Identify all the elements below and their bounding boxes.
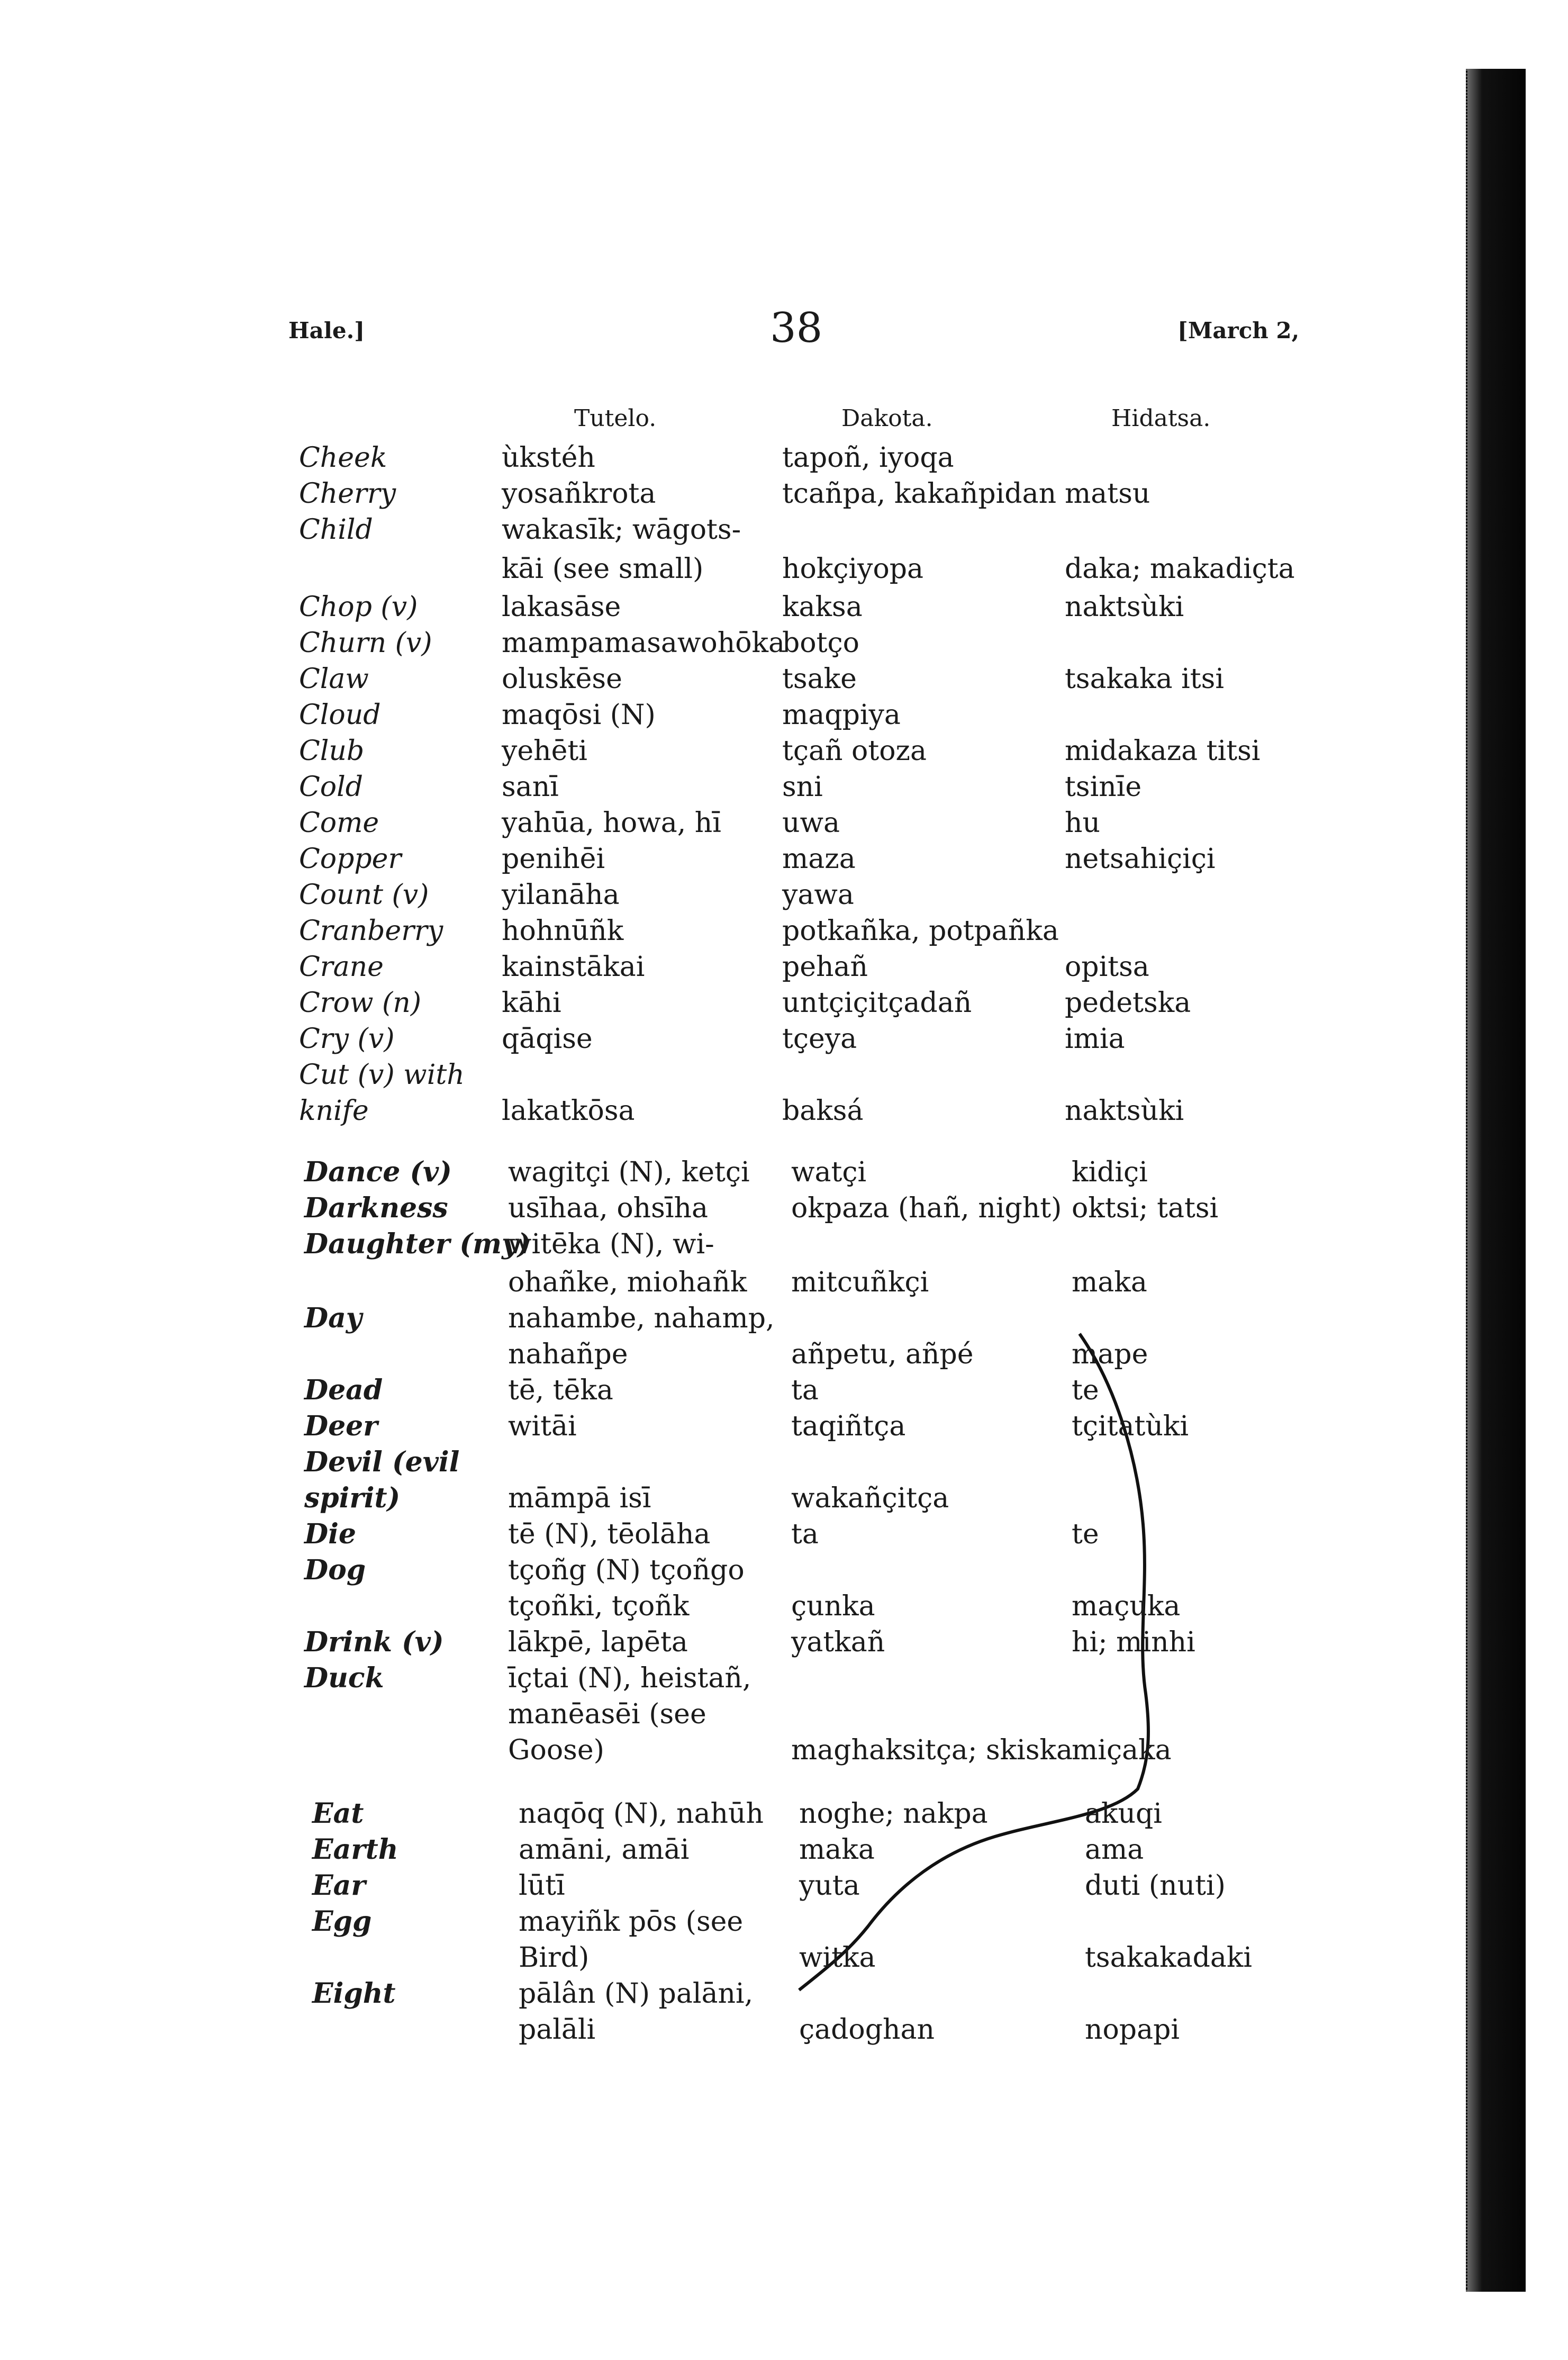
vocab-row: [0, 1831, 1482, 1868]
tutelo-word: sanī: [502, 771, 559, 803]
english-word: Dead: [304, 1374, 383, 1406]
hidatsa-word: kidiçi: [1072, 1156, 1148, 1188]
hidatsa-word: ama: [1085, 1834, 1144, 1866]
tutelo-word: lakasāse: [502, 591, 621, 623]
vocab-row: [0, 840, 1482, 878]
running-header-date: [March 2,: [1177, 318, 1300, 343]
dakota-word: sni: [782, 771, 823, 803]
tutelo-word: kāhi: [502, 987, 561, 1019]
tutelo-word: lakatkōsa: [502, 1095, 635, 1127]
vocab-row: [0, 948, 1482, 985]
dakota-word: maghaksitça; skiska: [791, 1734, 1073, 1766]
vocab-row: [0, 589, 1482, 626]
hidatsa-word: akuqi: [1085, 1798, 1162, 1830]
dakota-word: çunka: [791, 1590, 875, 1622]
vocab-row: [0, 804, 1482, 842]
english-word: spirit): [304, 1482, 401, 1514]
vocab-row: [0, 912, 1482, 950]
tutelo-word: kāi (see small): [502, 553, 704, 585]
english-word: Cheek: [299, 442, 387, 474]
english-word: Crow (n): [299, 987, 422, 1019]
english-word: Dance (v): [304, 1156, 452, 1188]
vocab-row: [0, 1408, 1482, 1445]
dakota-word: hokçiyopa: [782, 553, 924, 585]
tutelo-word: pālân (N) palāni,: [519, 1978, 754, 2010]
vocab-row: [0, 625, 1482, 662]
dakota-word: tcañpa, kakañpidan: [782, 478, 1057, 510]
vocab-row: [0, 1975, 1482, 2012]
dakota-word: ta: [791, 1518, 819, 1550]
tutelo-word: amāni, amāi: [519, 1834, 690, 1866]
column-header-tutelo: Tutelo.: [574, 405, 657, 432]
dakota-word: witka: [799, 1942, 876, 1974]
vocab-row: [0, 1444, 1482, 1481]
english-word: Drink (v): [304, 1626, 444, 1658]
vocab-row: [0, 1372, 1482, 1409]
dakota-word: noghe; nakpa: [799, 1798, 988, 1830]
hidatsa-word: te: [1072, 1518, 1099, 1550]
english-word: Day: [304, 1302, 362, 1334]
hidatsa-word: hu: [1065, 807, 1100, 839]
vocab-row: [0, 1516, 1482, 1553]
english-word: Ear: [312, 1869, 366, 1902]
vocab-row: [0, 1588, 1482, 1625]
hidatsa-word: opitsa: [1065, 951, 1149, 983]
tutelo-word: tçoñg (N) tçoñgo: [508, 1554, 745, 1586]
english-word: Cherry: [299, 478, 396, 510]
dakota-word: taqiñtça: [791, 1410, 906, 1442]
english-word: Cold: [299, 771, 364, 803]
vocab-row: [0, 1480, 1482, 1517]
vocab-row: [0, 1696, 1482, 1733]
tutelo-word: wakasīk; wāgots-: [502, 514, 741, 546]
dakota-word: botço: [782, 627, 859, 659]
tutelo-word: hohnūñk: [502, 915, 624, 947]
dakota-word: tçeya: [782, 1023, 857, 1055]
tutelo-word: maqōsi (N): [502, 699, 656, 731]
vocab-row: [0, 1552, 1482, 1589]
tutelo-word: mayiñk pōs (see: [519, 1906, 744, 1938]
english-word: Count (v): [299, 879, 429, 911]
vocab-row: [0, 661, 1482, 698]
tutelo-word: yilanāha: [502, 879, 620, 911]
tutelo-word: usīhaa, ohsīha: [508, 1192, 708, 1224]
dakota-word: watçi: [791, 1156, 867, 1188]
tutelo-word: yahūa, howa, hī: [502, 807, 721, 839]
vocab-row: [0, 1092, 1482, 1129]
tutelo-word: manēasēi (see: [508, 1698, 706, 1730]
hidatsa-word: nopapi: [1085, 2014, 1180, 2046]
vocab-row: [0, 1903, 1482, 1940]
tutelo-word: yosañkrota: [502, 478, 656, 510]
vocab-row: [0, 2011, 1482, 2048]
hidatsa-word: hi; minhi: [1072, 1626, 1195, 1658]
hidatsa-word: naktsùki: [1065, 591, 1184, 623]
tutelo-word: witāi: [508, 1410, 577, 1442]
dakota-word: kaksa: [782, 591, 863, 623]
hidatsa-word: daka; makadiçta: [1065, 553, 1295, 585]
hidatsa-word: miçaka: [1072, 1734, 1172, 1766]
english-word: Claw: [299, 663, 369, 695]
dakota-word: wakañçitça: [791, 1482, 949, 1514]
vocab-row: [0, 697, 1482, 734]
tutelo-word: penihēi: [502, 843, 605, 875]
dakota-word: yatkañ: [791, 1626, 885, 1658]
tutelo-word: palāli: [519, 2014, 596, 2046]
page-number: 38: [770, 304, 823, 352]
tutelo-word: māmpā isī: [508, 1482, 651, 1514]
dakota-word: mitcuñkçi: [791, 1267, 929, 1298]
dakota-word: çadoghan: [799, 2014, 935, 2046]
tutelo-word: tçoñki, tçoñk: [508, 1590, 690, 1622]
hidatsa-word: imia: [1065, 1023, 1125, 1055]
column-header-dakota: Dakota.: [841, 405, 933, 432]
tutelo-word: oluskēse: [502, 663, 622, 695]
vocab-row: [0, 876, 1482, 914]
english-word: Die: [304, 1518, 356, 1550]
hidatsa-word: midakaza titsi: [1065, 735, 1261, 767]
hidatsa-word: netsahiçiçi: [1065, 843, 1216, 875]
dakota-word: tapoñ, iyoqa: [782, 442, 954, 474]
tutelo-word: ohañke, miohañk: [508, 1267, 747, 1298]
tutelo-word: lākpē, lapēta: [508, 1626, 688, 1658]
tutelo-word: kainstākai: [502, 951, 645, 983]
hidatsa-word: matsu: [1065, 478, 1150, 510]
vocab-row: [0, 1732, 1482, 1769]
tutelo-word: yehēti: [502, 735, 587, 767]
hidatsa-word: mape: [1072, 1339, 1148, 1370]
tutelo-word: ùkstéh: [502, 442, 595, 474]
dakota-word: yuta: [799, 1870, 860, 1902]
english-word: Dog: [304, 1554, 366, 1586]
dakota-word: okpaza (hañ, night): [791, 1192, 1062, 1224]
vocab-row: [0, 1300, 1482, 1337]
vocab-row: [0, 1660, 1482, 1697]
tutelo-word: naqōq (N), nahūh: [519, 1798, 764, 1830]
tutelo-word: witēka (N), wi-: [508, 1228, 714, 1260]
english-word: Eat: [312, 1797, 364, 1830]
hidatsa-word: tsakaka itsi: [1065, 663, 1224, 695]
english-word: Come: [299, 807, 379, 839]
vocab-row: [0, 1154, 1482, 1191]
hidatsa-word: duti (nuti): [1085, 1870, 1226, 1902]
tutelo-word: tē (N), tēolāha: [508, 1518, 711, 1550]
english-word: Club: [299, 735, 365, 767]
english-word: Egg: [312, 1905, 372, 1938]
hidatsa-word: tsinīe: [1065, 771, 1142, 803]
hidatsa-word: tçitatùki: [1072, 1410, 1189, 1442]
dakota-word: añpetu, añpé: [791, 1339, 974, 1370]
english-word: Churn (v): [299, 627, 432, 659]
tutelo-word: nahambe, nahamp,: [508, 1303, 775, 1334]
dakota-word: maza: [782, 843, 856, 875]
dakota-word: tsake: [782, 663, 857, 695]
dakota-word: tçañ otoza: [782, 735, 927, 767]
vocab-row: [0, 768, 1482, 806]
vocab-row: [0, 733, 1482, 770]
vocab-row: [0, 1624, 1482, 1661]
vocab-row: [0, 1795, 1482, 1832]
vocab-row: [0, 984, 1482, 1021]
running-header-author: Hale.]: [288, 318, 365, 343]
vocab-row: [0, 1867, 1482, 1904]
dakota-word: maqpiya: [782, 699, 901, 731]
vocab-row: [0, 439, 1482, 476]
english-word: Copper: [299, 843, 402, 875]
english-word: Child: [299, 514, 373, 546]
dakota-word: yawa: [782, 879, 854, 911]
hidatsa-word: te: [1072, 1375, 1099, 1406]
hidatsa-word: naktsùki: [1065, 1095, 1184, 1127]
column-header-hidatsa: Hidatsa.: [1111, 405, 1211, 432]
tutelo-word: qāqise: [502, 1023, 593, 1055]
tutelo-word: Bird): [519, 1942, 590, 1974]
english-word: Daughter (my): [304, 1228, 531, 1260]
english-word: Eight: [312, 1977, 396, 2010]
english-word: Deer: [304, 1410, 378, 1442]
dakota-word: baksá: [782, 1095, 864, 1127]
english-word: Crane: [299, 951, 384, 983]
tutelo-word: nahañpe: [508, 1339, 628, 1370]
vocab-row: [0, 1336, 1482, 1373]
english-word: knife: [299, 1095, 369, 1127]
vocab-row: [0, 1020, 1482, 1057]
dakota-word: maka: [799, 1834, 875, 1866]
tutelo-word: Goose): [508, 1734, 604, 1766]
tutelo-word: lūtī: [519, 1870, 565, 1902]
hidatsa-word: tsakakadaki: [1085, 1942, 1253, 1974]
tutelo-word: mampamasawohōka: [502, 627, 785, 659]
vocab-row: [0, 1226, 1482, 1263]
hidatsa-word: maka: [1072, 1267, 1147, 1298]
vocab-row: [0, 550, 1482, 587]
english-word: Chop (v): [299, 591, 418, 623]
english-word: Duck: [304, 1662, 384, 1694]
english-word: Earth: [312, 1833, 398, 1866]
hidatsa-word: maçuka: [1072, 1590, 1181, 1622]
vocab-row: [0, 1056, 1482, 1093]
vocab-row: [0, 1264, 1482, 1301]
english-word: Darkness: [304, 1192, 448, 1224]
vocab-row: [0, 511, 1482, 548]
dakota-word: potkañka, potpañka: [782, 915, 1059, 947]
tutelo-word: tē, tēka: [508, 1375, 613, 1406]
hidatsa-word: oktsi; tatsi: [1072, 1192, 1219, 1224]
dakota-word: uwa: [782, 807, 840, 839]
dakota-word: untçiçitçadañ: [782, 987, 972, 1019]
vocab-row: [0, 1190, 1482, 1227]
english-word: Cloud: [299, 699, 381, 731]
dakota-word: pehañ: [782, 951, 868, 983]
hidatsa-word: pedetska: [1065, 987, 1191, 1019]
english-word: Devil (evil: [304, 1446, 460, 1478]
vocab-row: [0, 475, 1482, 512]
english-word: Cry (v): [299, 1023, 395, 1055]
dakota-word: ta: [791, 1375, 819, 1406]
english-word: Cut (v) with: [299, 1059, 465, 1091]
vocab-row: [0, 1939, 1482, 1976]
tutelo-word: īçtai (N), heistañ,: [508, 1662, 751, 1694]
tutelo-word: wagitçi (N), ketçi: [508, 1156, 750, 1188]
english-word: Cranberry: [299, 915, 443, 947]
